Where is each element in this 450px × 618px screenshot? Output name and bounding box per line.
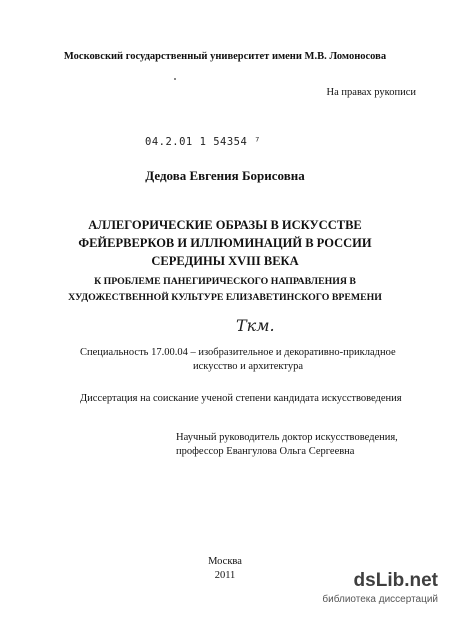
rights-note: На правах рукописи xyxy=(326,87,416,98)
watermark-subtitle: библиотека диссертаций xyxy=(322,594,438,605)
supervisor-line-1: Научный руководитель доктор искусствоведения, xyxy=(176,432,398,443)
watermark-title: dsLib.net xyxy=(353,570,438,591)
year: 2011 xyxy=(214,570,236,581)
subtitle-line-1: К ПРОБЛЕМЕ ПАНЕГИРИЧЕСКОГО НАПРАВЛЕНИЯ В xyxy=(94,276,356,287)
specialty-line-1: Специальность 17.00.04 – изобразительное и декоративно-прикладное xyxy=(80,347,396,358)
subtitle-line-2: ХУДОЖЕСТВЕННОЙ КУЛЬТУРЕ ЕЛИЗАВЕТИНСКОГО ВРЕМЕНИ xyxy=(68,292,382,303)
title-line-1: АЛЛЕГОРИЧЕСКИЕ ОБРАЗЫ В ИСКУССТВЕ xyxy=(88,218,362,232)
university-name: Московский государственный университет имени М.В. Ломоносова xyxy=(63,51,387,62)
city: Москва xyxy=(208,556,242,567)
dslib-watermark xyxy=(320,570,438,610)
dissertation-note: Диссертация на соискание ученой степени кандидата искусствоведения xyxy=(80,393,402,404)
supervisor-line-2: профессор Евангулова Ольга Сергеевна xyxy=(176,446,355,457)
specialty-line-2: искусство и архитектура xyxy=(193,361,303,372)
author-name: Дедова Евгения Борисовна xyxy=(145,168,305,183)
handwritten-signature: Ткм. xyxy=(236,316,275,335)
title-line-3: СЕРЕДИНЫ XVIII ВЕКА xyxy=(151,254,299,268)
title-line-2: ФЕЙЕРВЕРКОВ И ИЛЛЮМИНАЦИЙ В РОССИИ xyxy=(78,236,372,250)
library-stamp-number: 04.2.01 1 54354 ⁷ xyxy=(145,136,261,148)
scan-speck xyxy=(174,78,176,80)
